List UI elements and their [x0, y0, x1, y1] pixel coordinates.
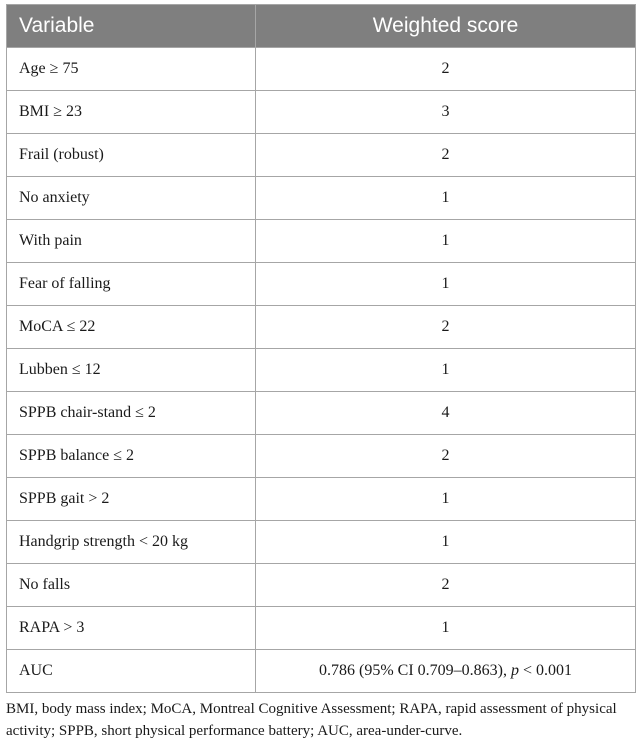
- row-score: 2: [256, 48, 636, 91]
- row-score: 1: [256, 177, 636, 220]
- auc-value-suffix: < 0.001: [518, 662, 572, 679]
- auc-value: [256, 650, 636, 693]
- table-row: [7, 392, 636, 435]
- table-row: [7, 263, 636, 306]
- table-row: [7, 220, 636, 263]
- row-score: 1: [256, 521, 636, 564]
- row-variable: SPPB gait > 2: [7, 478, 256, 521]
- auc-label: AUC: [7, 650, 256, 693]
- weighted-score-table: [6, 4, 636, 693]
- row-variable: With pain: [7, 220, 256, 263]
- row-variable: Age ≥ 75: [7, 48, 256, 91]
- row-variable: SPPB chair-stand ≤ 2: [7, 392, 256, 435]
- row-score: 1: [256, 478, 636, 521]
- row-score: 1: [256, 607, 636, 650]
- row-variable: RAPA > 3: [7, 607, 256, 650]
- row-variable: Handgrip strength < 20 kg: [7, 521, 256, 564]
- row-variable: SPPB balance ≤ 2: [7, 435, 256, 478]
- score-table-container: [6, 4, 636, 693]
- p-symbol: p: [510, 662, 519, 679]
- table-row: [7, 48, 636, 91]
- row-score: 3: [256, 91, 636, 134]
- table-row: [7, 521, 636, 564]
- row-score: 1: [256, 349, 636, 392]
- header-variable: Variable: [7, 5, 256, 48]
- table-row: [7, 134, 636, 177]
- row-variable: Fear of falling: [7, 263, 256, 306]
- table-row: [7, 349, 636, 392]
- header-row: [7, 5, 636, 48]
- table-row: [7, 564, 636, 607]
- row-variable: Lubben ≤ 12: [7, 349, 256, 392]
- row-score: 2: [256, 435, 636, 478]
- header-weighted-score: Weighted score: [256, 5, 636, 48]
- table-row: [7, 607, 636, 650]
- table-row: [7, 91, 636, 134]
- table-row: [7, 478, 636, 521]
- auc-row: [7, 650, 636, 693]
- row-score: 4: [256, 392, 636, 435]
- row-score: 1: [256, 220, 636, 263]
- auc-value-prefix: 0.786 (95% CI 0.709–0.863),: [318, 662, 511, 679]
- row-variable: BMI ≥ 23: [7, 91, 256, 134]
- row-variable: No falls: [7, 564, 256, 607]
- row-score: 2: [256, 564, 636, 607]
- row-score: 2: [256, 134, 636, 177]
- table-row: [7, 435, 636, 478]
- row-score: 1: [256, 263, 636, 306]
- row-variable: MoCA ≤ 22: [7, 306, 256, 349]
- table-row: [7, 177, 636, 220]
- row-variable: No anxiety: [7, 177, 256, 220]
- table-footnote: BMI, body mass index; MoCA, Montreal Cognitive Assessment; RAPA, rapid assessment of physical activity; SPPB, short physical performance battery; AUC, area-under-curve.: [6, 701, 617, 739]
- table-row: [7, 306, 636, 349]
- row-variable: Frail (robust): [7, 134, 256, 177]
- row-score: 2: [256, 306, 636, 349]
